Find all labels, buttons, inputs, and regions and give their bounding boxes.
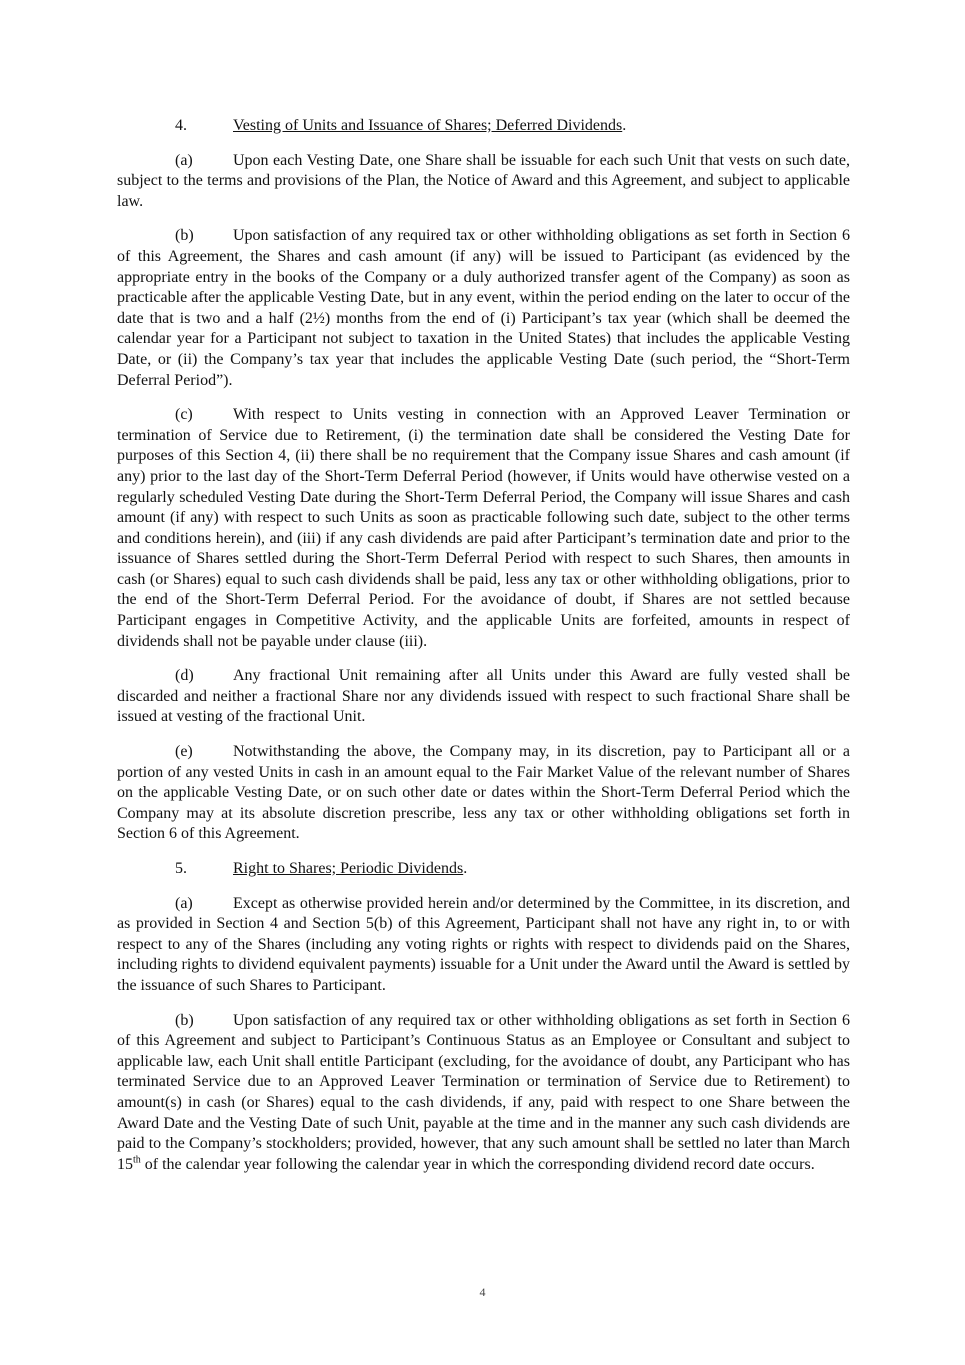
paragraph-text: Notwithstanding the above, the Company may, in its discretion, pay to Participant all or a portion of any vested Units in cash in an amount equal to the Fair Market Value of the relevant number of Shares on the applicable Vesting Date, or on such other date or dates within the Short-Term Deferral Period which the Company may at its absolute discretion prescribe, less any tax or other withholding obligations set forth in Section 6 of this Agreement. xyxy=(117,743,850,843)
paragraph-label: (a) xyxy=(175,894,193,912)
document-page xyxy=(117,116,850,1189)
paragraph-4b xyxy=(117,226,850,391)
paragraph-label: (d) xyxy=(175,667,194,685)
section-title: Vesting of Units and Issuance of Shares; Deferred Dividends xyxy=(233,117,623,134)
paragraph-4a xyxy=(117,151,850,213)
paragraph-text: Upon satisfaction of any required tax or other withholding obligations as set forth in Section 6 of this Agreement and subject to Participant’s Continuous Status as an Employee or Consultant and subject to applicable law, each Unit shall entitle Participant (excluding, for the avoidance of doubt, any Participant who has terminated Service due to an Approved Leaver Termination or termination of Service due to Retirement) to amount(s) in cash (or Shares) equal to the cash dividends, if any, paid with respect to one Share between the Award Date and the Vesting Date of such Unit, payable at the time and in the manner any such cash dividends are paid to the Company’s stockholders; provided, however, that any such amount shall be settled no later than March 15 xyxy=(117,1011,850,1173)
paragraph-4d xyxy=(117,666,850,728)
paragraph-text: With respect to Units vesting in connection with an Approved Leaver Termination or termination of Service due to Retirement, (i) the termination date shall be considered the Vesting Date for purposes of this Section 4, (ii) there shall be no requirement that the Company issue Shares and cash amount (if any) prior to the last day of the Short-Term Deferral Period (however, if Units would have otherwise vested on a regularly scheduled Vesting Date during the Short-Term Deferral Period, the Company will issue Shares and cash amount (if any) with respect to such Units as soon as practicable following such date, subject to the other terms and conditions herein), and (iii) if any cash dividends are paid after Participant’s termination date and prior to the issuance of Shares settled during the Short-Term Deferral Period with respect to such Shares, then amounts in cash (or Shares) equal to such cash dividends shall be paid, less any tax or other withholding obligations, prior to the end of the Short-Term Deferral Period. For the avoidance of doubt, if Shares are not settled because Participant engages in Competitive Activity, and the applicable Units are forfeited, amounts in respect of dividends shall not be payable under clause (iii). xyxy=(117,406,850,650)
paragraph-label: (e) xyxy=(175,743,193,761)
paragraph-text: Any fractional Unit remaining after all Units under this Award are fully vested shall be discarded and neither a fractional Share nor any dividends issued with respect to such fractional Share shall be issued at vesting of the fractional Unit. xyxy=(117,667,850,726)
section-4-heading: 4. Vesting of Units and Issuance of Shares; Deferred Dividends. xyxy=(117,116,850,137)
paragraph-label: (b) xyxy=(175,227,194,245)
paragraph-text-continued: of the calendar year following the calendar year in which the corresponding dividend record date occurs. xyxy=(140,1155,815,1173)
paragraph-5b xyxy=(117,1011,850,1176)
paragraph-label: (a) xyxy=(175,151,193,169)
paragraph-4e xyxy=(117,742,850,845)
paragraph-4c xyxy=(117,405,850,652)
paragraph-text: Except as otherwise provided herein and/or determined by the Committee, in its discretion, and as provided in Section 4 and Section 5(b) of this Agreement, Participant shall not have any right in, to or with respect to any of the Shares (including any voting rights or rights with respect to dividends paid on the Shares, including rights to dividend equivalent payments) issuable for a Unit under the Award until the Award is settled by the issuance of such Shares to Participant. xyxy=(117,894,850,994)
section-title: Right to Shares; Periodic Dividends xyxy=(233,860,464,877)
paragraph-5a xyxy=(117,894,850,997)
section-number: 4. xyxy=(175,117,187,134)
page-number: 4 xyxy=(479,1285,486,1299)
paragraph-text: Upon satisfaction of any required tax or other withholding obligations as set forth in Section 6 of this Agreement, the Shares and cash amount (if any) will be issued to Participant (as evidenced by the appropriate entry in the books of the Company or a duly authorized transfer agent of the Company) as soon as practicable after the applicable Vesting Date, but in any event, within the period ending on the later to occur of the date that is two and a half (2½) months from the end of (i) Participant’s tax year (which shall be deemed the calendar year for a Participant not subject to taxation in the United States) that includes the applicable Vesting Date, or (ii) the Company’s tax year that includes the applicable Vesting Date (such period, the “Short-Term Deferral Period”). xyxy=(117,227,850,389)
paragraph-label: (b) xyxy=(175,1011,194,1029)
section-number: 5. xyxy=(175,860,187,877)
section-5-heading: 5. Right to Shares; Periodic Dividends. xyxy=(117,859,850,880)
paragraph-text: Upon each Vesting Date, one Share shall be issuable for each such Unit that vests on such date, subject to the terms and provisions of the Plan, the Notice of Award and this Agreement, and subject to applicable law. xyxy=(117,151,850,210)
superscript-ordinal: th xyxy=(133,1154,141,1166)
paragraph-label: (c) xyxy=(175,406,193,424)
